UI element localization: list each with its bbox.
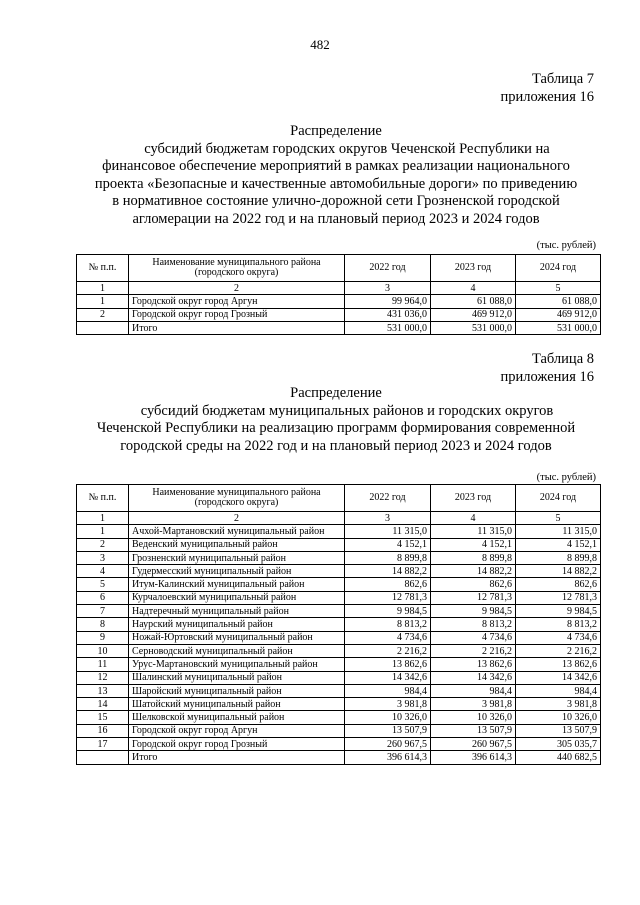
table8-total-row (77, 751, 601, 764)
column-number: 5 (516, 282, 601, 295)
total-2024: 531 000,0 (516, 321, 601, 334)
row-name: Ачхой-Мартановский муниципальный район (129, 525, 345, 538)
total-2022: 531 000,0 (345, 321, 431, 334)
column-number: 1 (77, 512, 129, 525)
table8-caption-line1: Таблица 8 (531, 351, 594, 367)
table7-header-row (77, 255, 601, 282)
row-2024: 14 882,2 (516, 565, 601, 578)
row-name: Грозненский муниципальный район (129, 551, 345, 564)
row-2023: 4 734,6 (431, 631, 516, 644)
total-2022: 396 614,3 (345, 751, 431, 764)
row-2024: 9 984,5 (516, 605, 601, 618)
table-row (77, 591, 601, 604)
row-2022: 11 315,0 (345, 525, 431, 538)
row-name: Шалинский муниципальный район (129, 671, 345, 684)
row-2023: 14 882,2 (431, 565, 516, 578)
row-2022: 14 882,2 (345, 565, 431, 578)
table7-title-line: проекта «Безопасные и качественные автомобильные дороги» по приведению (94, 175, 578, 192)
row-2022: 984,4 (345, 684, 431, 697)
table7-caption (501, 70, 594, 106)
row-num: 1 (77, 525, 129, 538)
table-row (77, 698, 601, 711)
header-name: Наименование муниципального района (городского округа) (129, 255, 345, 282)
row-num: 4 (77, 565, 129, 578)
row-2024: 469 912,0 (516, 308, 601, 321)
table8-title-line: Распределение (290, 385, 382, 401)
table8-units: (тыс. рублей) (536, 472, 596, 483)
row-name: Гудермесский муниципальный район (129, 565, 345, 578)
header-2024: 2024 год (516, 255, 601, 282)
row-2023: 3 981,8 (431, 698, 516, 711)
column-number: 4 (431, 282, 516, 295)
row-2022: 431 036,0 (345, 308, 431, 321)
row-name: Наурский муниципальный район (129, 618, 345, 631)
row-name: Городской округ город Грозный (129, 738, 345, 751)
row-2023: 984,4 (431, 684, 516, 697)
table7-title-line: финансовое обеспечение мероприятий в рамках реализации национального (102, 158, 570, 175)
row-2022: 13 507,9 (345, 724, 431, 737)
table-row (77, 724, 601, 737)
table-row (77, 605, 601, 618)
row-2023: 4 152,1 (431, 538, 516, 551)
table7-total-row (77, 321, 601, 334)
page-number: 482 (310, 37, 330, 52)
header-2023: 2023 год (431, 485, 516, 512)
column-number: 3 (345, 282, 431, 295)
row-2024: 11 315,0 (516, 525, 601, 538)
row-2023: 469 912,0 (431, 308, 516, 321)
row-num: 9 (77, 631, 129, 644)
table-row (77, 525, 601, 538)
table-row (77, 618, 601, 631)
row-name: Шаройский муниципальный район (129, 684, 345, 697)
row-2024: 10 326,0 (516, 711, 601, 724)
row-num: 2 (77, 538, 129, 551)
table-row (77, 295, 601, 308)
row-name: Шатойский муниципальный район (129, 698, 345, 711)
row-num: 1 (77, 295, 129, 308)
row-2024: 984,4 (516, 684, 601, 697)
table8 (76, 484, 601, 765)
row-name: Серноводский муниципальный район (129, 644, 345, 657)
row-2023: 2 216,2 (431, 644, 516, 657)
total-2024: 440 682,5 (516, 751, 601, 764)
column-number: 4 (431, 512, 516, 525)
table7-title-line: Распределение (290, 123, 382, 139)
table8-caption-line2: приложения 16 (500, 369, 594, 385)
row-num: 17 (77, 738, 129, 751)
table7-title-line: субсидий бюджетам городских округов Чеченской Республики на (144, 140, 550, 157)
header-2022: 2022 год (345, 255, 431, 282)
row-name: Городской округ город Аргун (129, 724, 345, 737)
header-name: Наименование муниципального района (городского округа) (129, 485, 345, 512)
row-2023: 14 342,6 (431, 671, 516, 684)
row-2022: 4 152,1 (345, 538, 431, 551)
table8-header-row (77, 485, 601, 512)
total-num-empty (77, 751, 129, 764)
row-2022: 10 326,0 (345, 711, 431, 724)
row-2023: 13 862,6 (431, 658, 516, 671)
row-num: 14 (77, 698, 129, 711)
row-2024: 2 216,2 (516, 644, 601, 657)
row-2022: 4 734,6 (345, 631, 431, 644)
row-num: 2 (77, 308, 129, 321)
row-name: Шелковской муниципальный район (129, 711, 345, 724)
total-label: Итого (129, 751, 345, 764)
row-num: 7 (77, 605, 129, 618)
row-num: 12 (77, 671, 129, 684)
row-2022: 13 862,6 (345, 658, 431, 671)
row-num: 5 (77, 578, 129, 591)
table7-title (72, 123, 600, 229)
row-name: Веденский муниципальный район (129, 538, 345, 551)
table7-caption-line1: Таблица 7 (531, 71, 594, 87)
column-number: 5 (516, 512, 601, 525)
table7-column-numbers-row (77, 282, 601, 295)
table8-title-line: Чеченской Республики на реализацию программ формирования современной (96, 420, 576, 437)
row-2022: 3 981,8 (345, 698, 431, 711)
row-name: Городской округ город Аргун (129, 295, 345, 308)
row-2024: 12 781,3 (516, 591, 601, 604)
row-2024: 14 342,6 (516, 671, 601, 684)
total-label: Итого (129, 321, 345, 334)
table-row (77, 684, 601, 697)
table-row (77, 578, 601, 591)
row-name: Итум-Калинский муниципальный район (129, 578, 345, 591)
row-name: Городской округ город Грозный (129, 308, 345, 321)
row-2024: 4 152,1 (516, 538, 601, 551)
table-row (77, 538, 601, 551)
table7-title-line: агломерации на 2022 год и на плановый период 2023 и 2024 годов (132, 210, 540, 227)
row-name: Урус-Мартановский муниципальный район (129, 658, 345, 671)
header-2022: 2022 год (345, 485, 431, 512)
row-num: 6 (77, 591, 129, 604)
table8-title (72, 385, 600, 455)
table8-title-line: городской среды на 2022 год и на плановый период 2023 и 2024 годов (120, 437, 552, 454)
total-num-empty (77, 321, 129, 334)
row-num: 15 (77, 711, 129, 724)
row-2024: 13 507,9 (516, 724, 601, 737)
table-row (77, 671, 601, 684)
row-num: 3 (77, 551, 129, 564)
table7-caption-line2: приложения 16 (500, 89, 594, 105)
table-row (77, 711, 601, 724)
row-name: Надтеречный муниципальный район (129, 605, 345, 618)
table-row (77, 738, 601, 751)
row-2022: 12 781,3 (345, 591, 431, 604)
table-row (77, 644, 601, 657)
row-name: Курчалоевский муниципальный район (129, 591, 345, 604)
row-2023: 8 813,2 (431, 618, 516, 631)
row-2024: 4 734,6 (516, 631, 601, 644)
row-2022: 14 342,6 (345, 671, 431, 684)
row-2023: 13 507,9 (431, 724, 516, 737)
row-num: 13 (77, 684, 129, 697)
header-2023: 2023 год (431, 255, 516, 282)
table7 (76, 254, 601, 335)
row-2024: 61 088,0 (516, 295, 601, 308)
table-row (77, 565, 601, 578)
column-number: 3 (345, 512, 431, 525)
table8-column-numbers-row (77, 512, 601, 525)
row-2024: 13 862,6 (516, 658, 601, 671)
table-row (77, 631, 601, 644)
row-2023: 862,6 (431, 578, 516, 591)
row-2023: 12 781,3 (431, 591, 516, 604)
header-num: № п.п. (77, 255, 129, 282)
table-row (77, 551, 601, 564)
row-2023: 8 899,8 (431, 551, 516, 564)
header-num: № п.п. (77, 485, 129, 512)
row-2023: 260 967,5 (431, 738, 516, 751)
table-row (77, 658, 601, 671)
row-2023: 61 088,0 (431, 295, 516, 308)
row-2022: 862,6 (345, 578, 431, 591)
table-row (77, 308, 601, 321)
row-2022: 2 216,2 (345, 644, 431, 657)
row-2023: 10 326,0 (431, 711, 516, 724)
table8-title-line: субсидий бюджетам муниципальных районов и городских округов (140, 402, 554, 419)
table8-caption (501, 350, 594, 386)
row-2022: 260 967,5 (345, 738, 431, 751)
row-2024: 8 899,8 (516, 551, 601, 564)
row-2022: 8 813,2 (345, 618, 431, 631)
column-number: 2 (129, 512, 345, 525)
table7-units: (тыс. рублей) (536, 240, 596, 251)
row-2023: 11 315,0 (431, 525, 516, 538)
row-2022: 99 964,0 (345, 295, 431, 308)
total-2023: 396 614,3 (431, 751, 516, 764)
total-2023: 531 000,0 (431, 321, 516, 334)
row-num: 11 (77, 658, 129, 671)
row-2024: 3 981,8 (516, 698, 601, 711)
row-2022: 9 984,5 (345, 605, 431, 618)
row-num: 16 (77, 724, 129, 737)
row-2022: 8 899,8 (345, 551, 431, 564)
header-2024: 2024 год (516, 485, 601, 512)
row-2024: 8 813,2 (516, 618, 601, 631)
row-2024: 862,6 (516, 578, 601, 591)
row-num: 10 (77, 644, 129, 657)
row-name: Ножай-Юртовский муниципальный район (129, 631, 345, 644)
table7-title-line: в нормативное состояние улично-дорожной сети Грозненской городской (112, 193, 560, 210)
column-number: 2 (129, 282, 345, 295)
row-2023: 9 984,5 (431, 605, 516, 618)
row-2024: 305 035,7 (516, 738, 601, 751)
column-number: 1 (77, 282, 129, 295)
row-num: 8 (77, 618, 129, 631)
